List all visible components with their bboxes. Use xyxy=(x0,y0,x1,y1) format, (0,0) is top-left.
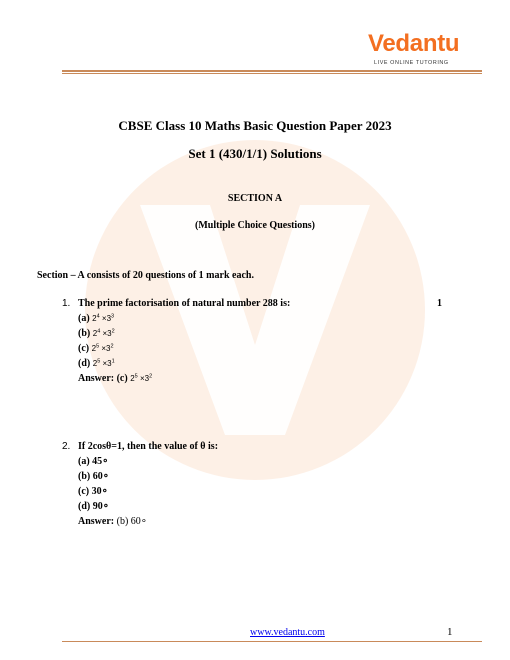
document-title: CBSE Class 10 Maths Basic Question Paper 2023 xyxy=(118,118,392,133)
section-heading: SECTION A xyxy=(227,193,283,204)
answer-line xyxy=(78,516,147,527)
option-label: (b) xyxy=(78,328,91,339)
option-a xyxy=(78,313,114,324)
option-math: $2^4 \times 3^2$ xyxy=(92,328,115,338)
answer-label: Answer: xyxy=(78,516,115,527)
header-divider-thin xyxy=(62,73,482,74)
footer-divider xyxy=(62,641,482,642)
section-intro: Section – A consists of 20 questions of 1 mark each. xyxy=(37,270,254,281)
option-label: (c) xyxy=(78,343,90,354)
option-b xyxy=(78,328,115,339)
option-math: $2^4 \times 3^3$ xyxy=(92,313,115,323)
option-d xyxy=(78,501,109,512)
question-number: 1. xyxy=(62,298,71,309)
option-label: (a) 45∘ xyxy=(78,456,109,467)
vedantu-logo[interactable] xyxy=(368,30,478,74)
vedantu-watermark-icon xyxy=(80,135,430,485)
option-label: (a) xyxy=(78,313,90,324)
option-c xyxy=(78,343,114,354)
question-text: The prime factorisation of natural number 288 is: xyxy=(78,298,291,309)
option-label: (d) 90∘ xyxy=(78,501,109,512)
option-label: (d) xyxy=(78,358,91,369)
answer-label: Answer: (c) xyxy=(78,373,128,384)
header-divider xyxy=(62,70,482,72)
answer-line xyxy=(78,373,152,384)
option-label: (c) 30∘ xyxy=(78,486,108,497)
option-c xyxy=(78,486,108,497)
question-text: If 2cosθ=1, then the value of θ is: xyxy=(78,441,219,452)
option-label: (b) 60∘ xyxy=(78,471,109,482)
question-marks: 1 xyxy=(437,298,442,309)
logo-tagline: LIVE ONLINE TUTORING xyxy=(374,60,449,66)
footer-website-link[interactable]: www.vedantu.com xyxy=(250,627,325,638)
logo-wordmark: Vedantu xyxy=(368,30,460,57)
document-subtitle: Set 1 (430/1/1) Solutions xyxy=(188,146,322,161)
answer-value: (b) 60∘ xyxy=(116,516,148,527)
answer-math: $2^5 \times 3^2$ xyxy=(130,373,153,383)
option-b xyxy=(78,471,109,482)
section-subheading: (Multiple Choice Questions) xyxy=(195,220,315,231)
option-a xyxy=(78,456,108,467)
option-math: $2^5 \times 3^2$ xyxy=(91,343,114,353)
question-number: 2. xyxy=(62,441,71,452)
option-d xyxy=(78,358,115,369)
page-number: 1 xyxy=(447,626,453,638)
option-math: $2^5 \times 3^1$ xyxy=(92,358,115,368)
